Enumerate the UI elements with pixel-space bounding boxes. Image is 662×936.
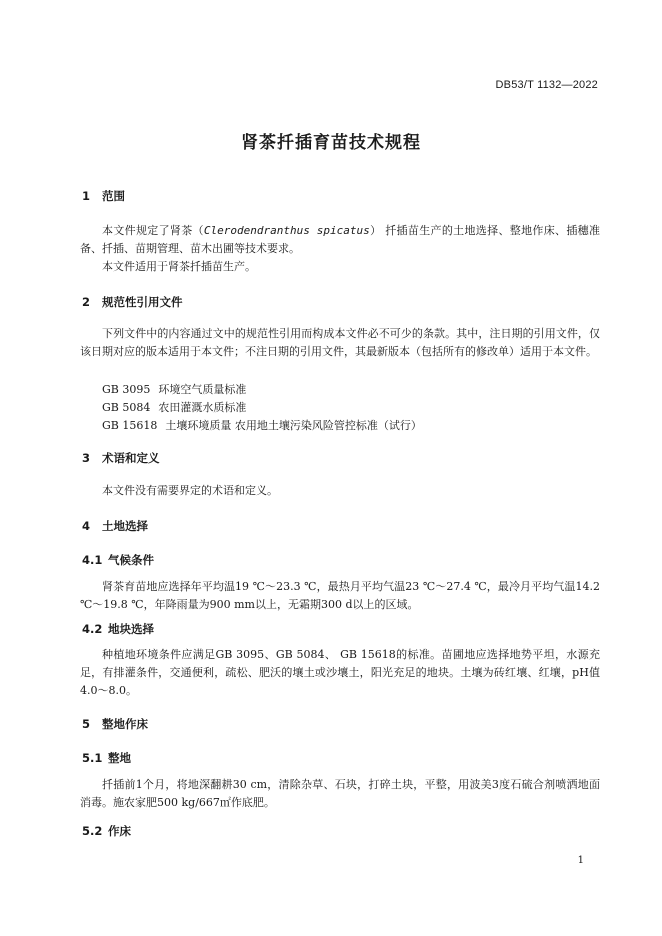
- section-heading-4: [82, 518, 148, 534]
- subsection-heading-5-1: [82, 750, 131, 766]
- section-number: 2: [82, 295, 91, 309]
- paragraph-scope-1: [80, 222, 600, 258]
- section-heading-3: [82, 450, 160, 466]
- reference-item: [102, 399, 246, 415]
- text-run: 本文件规定了肾茶（: [102, 224, 204, 237]
- subsection-number: 5.2: [82, 824, 103, 838]
- subsection-heading-4-2: [82, 621, 154, 637]
- section-title: 范围: [102, 189, 125, 203]
- section-heading-5: [82, 716, 148, 732]
- paragraph-terms: 本文件没有需要界定的术语和定义。: [102, 484, 278, 497]
- section-number: 1: [82, 189, 91, 203]
- section-number: 5: [82, 717, 91, 731]
- reference-code: GB 5084: [102, 401, 151, 414]
- reference-code: GB 15618: [102, 419, 158, 432]
- reference-name: 土壤环境质量 农用地土壤污染风险管控标准（试行）: [165, 419, 422, 432]
- reference-item: [102, 417, 422, 433]
- subsection-heading-5-2: [82, 823, 131, 839]
- section-number: 3: [82, 451, 91, 465]
- text-run: ） 扦插苗生产的土地选择、整地作床、插穗准备、扦插、苗期管理、苗木出圃等技术要求。: [80, 224, 600, 255]
- subsection-title: 地块选择: [108, 622, 154, 636]
- paragraph-climate: 肾茶育苗地应选择年平均温19 ℃～23.3 ℃，最热月平均气温23 ℃～27.4 ℃，最冷月平均气温14.2 ℃～19.8 ℃，年降雨量为900 mm以上，无霜期300 d以上的区域。: [80, 580, 600, 611]
- section-title: 术语和定义: [102, 451, 160, 465]
- paragraph-scope-2: 本文件适用于肾茶扦插苗生产。: [102, 260, 256, 273]
- latin-name: Clerodendranthus spicatus: [203, 224, 370, 237]
- reference-item: [102, 381, 246, 397]
- subsection-number: 4.1: [82, 553, 103, 567]
- reference-name: 农田灌溉水质标准: [158, 401, 247, 414]
- section-heading-1: [82, 188, 125, 204]
- paragraph-land-prep: 扦插前1个月，将地深翻耕30 cm，清除杂草、石块，打碎土块，平整，用波美3度石硫合剂喷洒地面消毒。施农家肥500 kg/667㎡作底肥。: [80, 778, 600, 809]
- subsection-title: 作床: [108, 824, 131, 838]
- section-title: 整地作床: [102, 717, 148, 731]
- subsection-number: 5.1: [82, 751, 103, 765]
- subsection-heading-4-1: [82, 552, 154, 568]
- reference-code: GB 3095: [102, 383, 151, 396]
- section-heading-2: [82, 294, 183, 310]
- paragraph-plot: 种植地环境条件应满足GB 3095、GB 5084、 GB 15618的标准。苗圃地应选择地势平坦，水源充足，有排灌条件，交通便利，疏松、肥沃的壤土或沙壤土，阳光充足的地块。土壤为砖红壤、红壤，pH值4.0～8.0。: [80, 648, 600, 697]
- standard-code: DB53/T 1132—2022: [495, 79, 598, 91]
- paragraph-references: 下列文件中的内容通过文中的规范性引用而构成本文件必不可少的条款。其中，注日期的引用文件，仅该日期对应的版本适用于本文件；不注日期的引用文件，其最新版本（包括所有的修改单）适用于本文件。: [80, 327, 600, 358]
- document-title: 肾茶扦插育苗技术规程: [241, 133, 421, 153]
- subsection-title: 整地: [108, 751, 131, 765]
- section-number: 4: [82, 519, 91, 533]
- subsection-title: 气候条件: [108, 553, 154, 567]
- reference-name: 环境空气质量标准: [158, 383, 247, 396]
- section-title: 规范性引用文件: [102, 295, 183, 309]
- section-title: 土地选择: [102, 519, 148, 533]
- page-number: 1: [577, 855, 584, 866]
- subsection-number: 4.2: [82, 622, 103, 636]
